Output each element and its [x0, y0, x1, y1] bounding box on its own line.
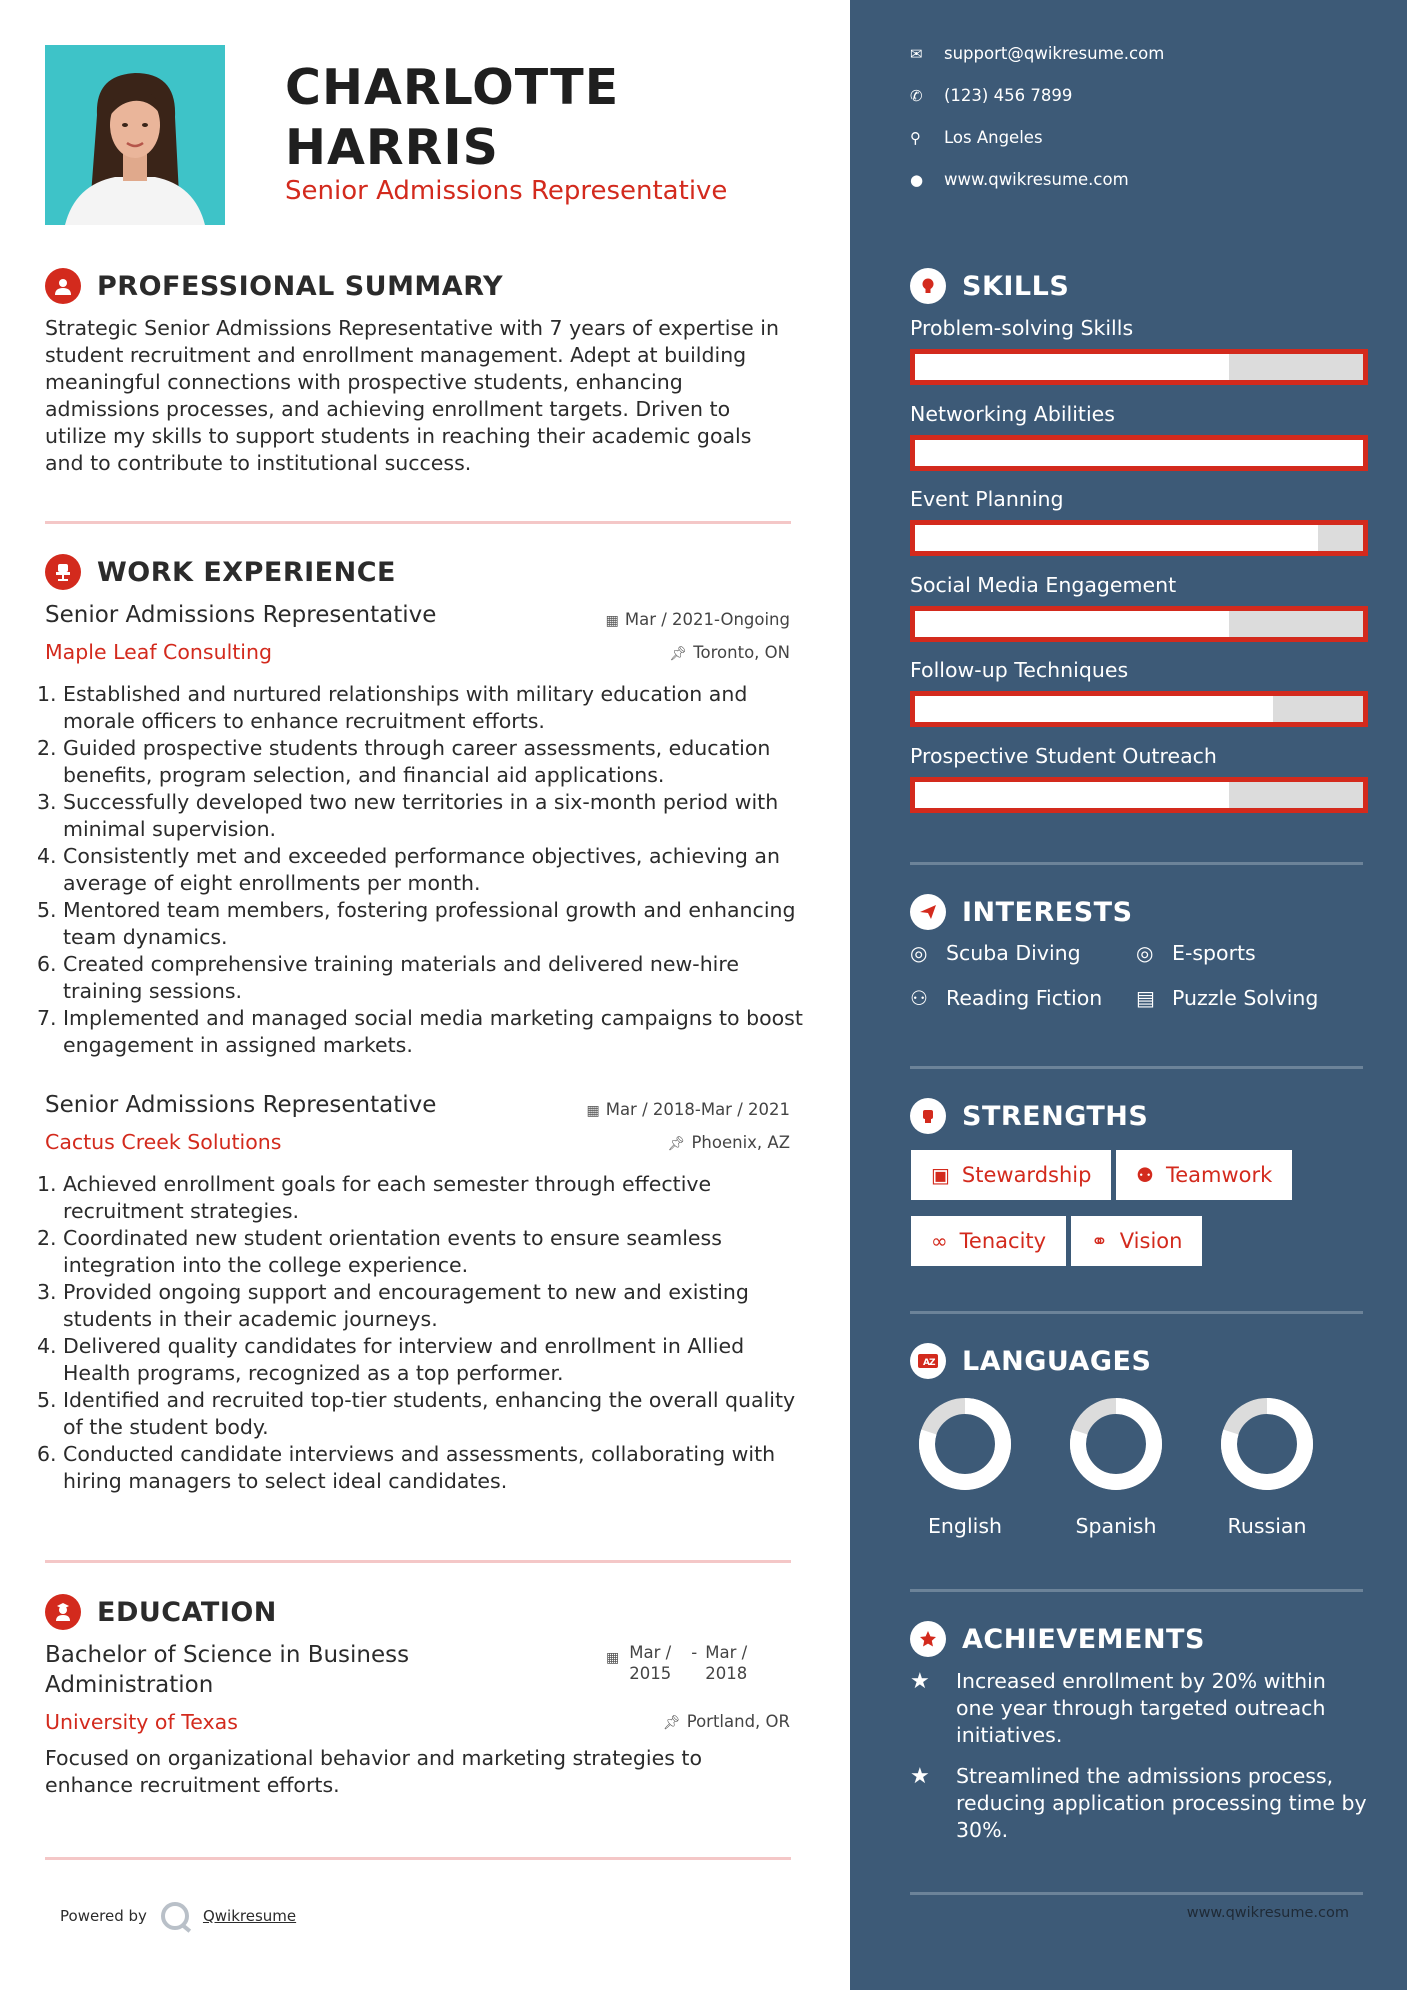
list-item: 4. Consistently met and exceeded performance objectives, achieving an average of eight enrollments per month. — [37, 844, 780, 895]
summary-title: PROFESSIONAL SUMMARY — [97, 270, 504, 302]
summary-text: Strategic Senior Admissions Representative with 7 years of expertise in student recruitment and enrollment management. Adept at building meaningful connections with prospective students, enhancing admissions processes, and achieving enrollment targets. Driven to utilize my skills to support students in reaching their academic goals and to contribute to institutional success. — [45, 316, 779, 475]
users-icon: ⚉ — [1136, 1163, 1154, 1187]
job-dates-text: Mar / 2021-Ongoing — [624, 610, 790, 629]
divider — [45, 1560, 791, 1563]
envelope-icon: ✉ — [910, 44, 923, 63]
divider — [910, 1311, 1363, 1314]
language-label: Spanish — [1075, 1514, 1157, 1538]
footer — [60, 1902, 296, 1930]
summary-heading — [45, 268, 503, 304]
achievements-heading — [910, 1621, 1205, 1657]
interest-label: E-sports — [1172, 941, 1256, 965]
profile-photo — [45, 45, 225, 225]
skill-label: Event Planning — [910, 487, 1064, 511]
pin-icon: 📌︎ — [662, 1715, 681, 1731]
language-ring — [915, 1394, 1015, 1494]
interests-title: INTERESTS — [962, 896, 1133, 928]
star-badge-icon — [910, 1621, 946, 1657]
education-location — [663, 1712, 790, 1731]
divider — [910, 862, 1363, 865]
list-item: 2. Coordinated new student orientation events to ensure seamless integration into the college experience. — [37, 1226, 722, 1277]
calendar-icon: ▦ — [605, 613, 619, 629]
language-item — [910, 1394, 1020, 1538]
svg-text:A: A — [923, 1358, 930, 1368]
school-name: University of Texas — [45, 1710, 238, 1734]
strength-label: Tenacity — [959, 1229, 1047, 1253]
language-item — [1061, 1394, 1171, 1538]
list-item: 6. Conducted candidate interviews and assessments, collaborating with hiring managers to select ideal candidates. — [37, 1442, 776, 1493]
skill-bar-fill — [915, 440, 1363, 466]
interest-item — [1136, 941, 1256, 965]
job-title: Senior Admissions Representative — [45, 602, 437, 628]
skill-label: Prospective Student Outreach — [910, 743, 1217, 768]
job-company: Maple Leaf Consulting — [45, 640, 273, 664]
lifebuoy-icon: ◎ — [1136, 941, 1154, 965]
job-bullets — [37, 681, 807, 1059]
paper-plane-icon — [910, 894, 946, 930]
name-line-2: HARRIS — [285, 119, 499, 176]
list-item: 7. Implemented and managed social media marketing campaigns to boost engagement in assigned markets. — [37, 1006, 803, 1057]
briefcase-icon: ▣ — [931, 1163, 950, 1187]
binoculars-icon: ⚭ — [1091, 1229, 1108, 1253]
skill-bar — [910, 691, 1368, 727]
divider — [45, 521, 791, 524]
svg-text:Z: Z — [929, 1358, 936, 1368]
education-location-text: Portland, OR — [686, 1712, 790, 1731]
lightbulb-icon — [910, 268, 946, 304]
strength-label: Stewardship — [961, 1163, 1092, 1187]
job-location — [669, 643, 790, 662]
language-label: English — [927, 1514, 1003, 1538]
brand-link[interactable]: Qwikresume — [202, 1907, 297, 1925]
fist-icon — [910, 1098, 946, 1134]
skill-label: Follow-up Techniques — [910, 658, 1129, 682]
skill-bar — [910, 435, 1368, 471]
strengths-title: STRENGTHS — [962, 1100, 1149, 1132]
strength-badge — [1071, 1216, 1202, 1266]
powered-by-text: Powered by — [60, 1907, 147, 1925]
job-location — [668, 1133, 790, 1152]
skill-bar-fill — [915, 354, 1229, 380]
job-dates-text: Mar / 2018-Mar / 2021 — [605, 1100, 790, 1119]
language-item — [1212, 1394, 1322, 1538]
achievement-item — [910, 1763, 1370, 1844]
sidebar — [850, 0, 1407, 1990]
list-item: 1. Established and nurtured relationships with military education and morale officers to enhance recruitment efforts. — [37, 682, 748, 733]
qwikresume-logo-icon — [161, 1902, 189, 1930]
job-location-text: Phoenix, AZ — [691, 1133, 790, 1152]
contact-email-text: support@qwikresume.com — [944, 44, 1165, 63]
skill-bar — [910, 606, 1368, 642]
interest-label: Puzzle Solving — [1172, 986, 1319, 1010]
strength-label: Teamwork — [1165, 1163, 1273, 1187]
interest-item — [1136, 986, 1318, 1010]
pin-icon: 📌︎ — [669, 646, 688, 662]
language-ring — [1217, 1394, 1317, 1494]
job-bullets — [37, 1171, 807, 1495]
contact-phone[interactable] — [910, 86, 1072, 105]
strength-label: Vision — [1119, 1229, 1183, 1253]
candidate-name — [285, 58, 619, 178]
book-icon: ▤ — [1136, 986, 1155, 1010]
list-item: 1. Achieved enrollment goals for each semester through effective recruitment strategies. — [37, 1172, 712, 1223]
education-dates: ▦ Mar / 2015 - Mar / 2018 — [606, 1642, 759, 1684]
education-end: Mar / 2018 — [705, 1643, 748, 1683]
achievement-item — [910, 1668, 1370, 1749]
contact-location — [910, 128, 1043, 147]
interest-label: Scuba Diving — [946, 941, 1081, 965]
strengths-heading — [910, 1098, 1148, 1134]
chair-icon — [45, 554, 81, 590]
divider — [910, 1066, 1363, 1069]
language-ring — [1066, 1394, 1166, 1494]
achievements-title: ACHIEVEMENTS — [962, 1623, 1205, 1655]
phone-icon: ✆ — [910, 86, 923, 105]
achievement-text: Increased enrollment by 20% within one year through targeted outreach initiatives. — [956, 1669, 1326, 1747]
strength-badge — [911, 1216, 1066, 1266]
degree-title: Bachelor of Science in Business Administration — [45, 1642, 410, 1698]
education-description: Focused on organizational behavior and marketing strategies to enhance recruitment efforts. — [45, 1746, 702, 1797]
star-icon: ★ — [910, 1669, 930, 1694]
skill-bar-fill — [915, 782, 1229, 808]
contact-website-text: www.qwikresume.com — [944, 170, 1129, 189]
experience-title: WORK EXPERIENCE — [97, 556, 396, 588]
achievement-text: Streamlined the admissions process, reducing application processing time by 30%. — [956, 1764, 1367, 1842]
education-start: Mar / 2015 — [629, 1643, 672, 1683]
divider — [45, 1857, 791, 1860]
star-icon: ★ — [910, 1764, 930, 1789]
interests-heading — [910, 894, 1133, 930]
interest-item — [910, 986, 1102, 1010]
list-item: 2. Guided prospective students through career assessments, education benefits, program selection, and financial aid applications. — [37, 736, 771, 787]
skill-bar-fill — [915, 611, 1229, 637]
calendar-icon: ▦ — [606, 1650, 620, 1666]
map-pin-icon: ⚲ — [910, 128, 921, 147]
skill-bar — [910, 349, 1368, 385]
skill-bar-fill — [915, 696, 1273, 722]
contact-website[interactable] — [910, 170, 1129, 189]
list-item: 6. Created comprehensive training materials and delivered new-hire training sessions. — [37, 952, 739, 1003]
user-icon — [45, 268, 81, 304]
list-item: 5. Identified and recruited top-tier students, enhancing the overall quality of the student body. — [37, 1388, 796, 1439]
strength-badge — [911, 1150, 1111, 1200]
lifebuoy-icon: ◎ — [910, 941, 928, 965]
education-title: EDUCATION — [97, 1596, 277, 1628]
link-icon: ∞ — [931, 1229, 948, 1253]
skill-bar — [910, 777, 1368, 813]
list-item: 4. Delivered quality candidates for interview and enrollment in Allied Health programs, recognized as a top performer. — [37, 1334, 745, 1385]
job-location-text: Toronto, ON — [693, 643, 790, 662]
languages-title: LANGUAGES — [962, 1345, 1152, 1377]
contact-phone-text: (123) 456 7899 — [944, 86, 1073, 105]
divider — [910, 1589, 1363, 1592]
skill-bar-fill — [915, 525, 1318, 551]
calendar-icon: ▦ — [586, 1103, 600, 1119]
interest-item — [910, 941, 1081, 965]
divider — [910, 1892, 1363, 1895]
skills-title: SKILLS — [962, 270, 1070, 302]
list-item: 3. Successfully developed two new territories in a six-month period with minimal supervision. — [37, 790, 779, 841]
translate-icon — [910, 1343, 946, 1379]
contact-location-text: Los Angeles — [944, 128, 1043, 147]
job-company: Cactus Creek Solutions — [45, 1130, 282, 1154]
skills-heading — [910, 268, 1069, 304]
languages-heading — [910, 1343, 1151, 1379]
globe-icon: ● — [910, 170, 924, 189]
pin-icon: 📌︎ — [667, 1136, 686, 1152]
job-dates — [606, 610, 790, 629]
language-label: Russian — [1227, 1514, 1307, 1538]
skill-label: Social Media Engagement — [910, 572, 1177, 597]
graduate-icon — [45, 1594, 81, 1630]
strength-badge — [1116, 1150, 1292, 1200]
list-item: 3. Provided ongoing support and encouragement to new and existing students in their academic journeys. — [37, 1280, 749, 1331]
list-item: 5. Mentored team members, fostering professional growth and enhancing team dynamics. — [37, 898, 796, 949]
name-line-1: CHARLOTTE — [285, 59, 620, 116]
candidate-title: Senior Admissions Representative — [285, 176, 728, 206]
skill-label: Networking Abilities — [910, 401, 1115, 426]
footer-site[interactable]: www.qwikresume.com — [1186, 1905, 1349, 1921]
job-title: Senior Admissions Representative — [45, 1092, 437, 1118]
skill-label: Problem-solving Skills — [910, 316, 1134, 340]
education-heading — [45, 1594, 277, 1630]
contact-email[interactable] — [910, 44, 1164, 63]
skill-bar — [910, 520, 1368, 556]
gamepad-icon: ⚇ — [910, 986, 928, 1010]
job-dates — [586, 1100, 790, 1119]
interest-label: Reading Fiction — [946, 986, 1103, 1010]
experience-heading — [45, 554, 396, 590]
